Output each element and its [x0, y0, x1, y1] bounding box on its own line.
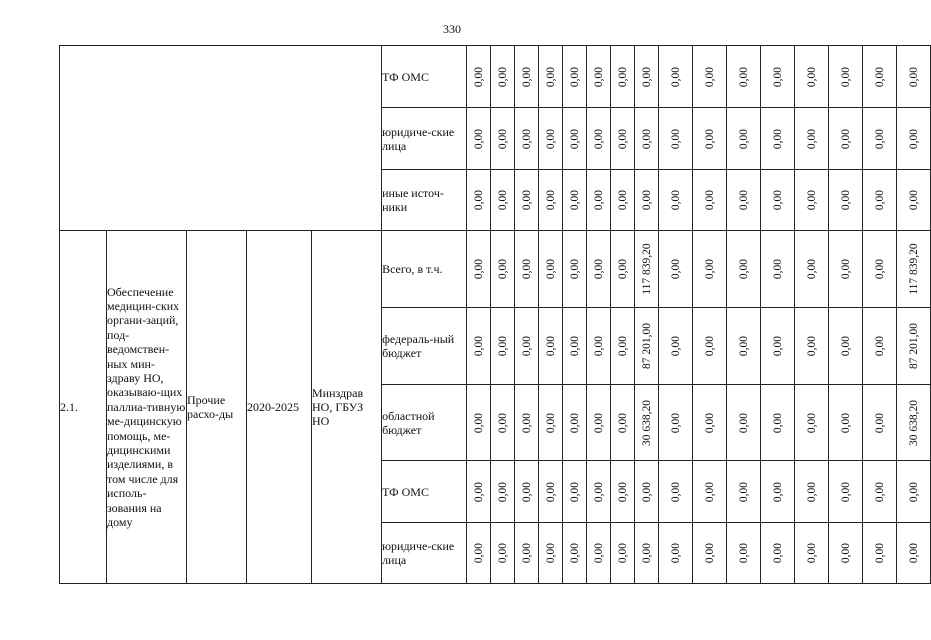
value-text: 0,00 [496, 412, 509, 433]
value-text: 0,00 [640, 128, 653, 149]
value-text: 0,00 [640, 542, 653, 564]
value-cell [635, 461, 659, 523]
value-text: 0,00 [737, 128, 750, 149]
value-text: 0,00 [544, 412, 557, 433]
value-cell [761, 461, 795, 523]
value-cell [539, 308, 563, 385]
value-text: 0,00 [669, 335, 682, 357]
value-cell [863, 46, 897, 108]
value-text: 0,00 [703, 412, 716, 433]
executor: Минздрав НО, ГБУЗ НО [312, 231, 382, 584]
value-text: 0,00 [520, 412, 533, 433]
value-cell [491, 46, 515, 108]
value-cell [897, 308, 931, 385]
value-cell [611, 46, 635, 108]
value-text: 0,00 [805, 189, 818, 211]
value-cell [693, 385, 727, 461]
value-cell [829, 385, 863, 461]
value-cell [491, 108, 515, 170]
value-cell [563, 461, 587, 523]
value-cell [897, 385, 931, 461]
value-cell [727, 46, 761, 108]
value-cell [659, 46, 693, 108]
value-cell [491, 308, 515, 385]
value-text: 0,00 [771, 66, 784, 87]
value-cell [761, 170, 795, 231]
value-text: 0,00 [592, 335, 605, 357]
value-text: 0,00 [496, 481, 509, 502]
value-text: 0,00 [544, 128, 557, 149]
value-text: 0,00 [568, 66, 581, 87]
value-cell [761, 46, 795, 108]
value-text: 0,00 [496, 542, 509, 564]
value-cell [693, 170, 727, 231]
value-text: 0,00 [805, 412, 818, 433]
value-cell [829, 308, 863, 385]
entry-description [107, 231, 187, 584]
value-text: 0,00 [669, 128, 682, 149]
value-text: 0,00 [737, 189, 750, 211]
value-text: 0,00 [771, 412, 784, 433]
value-text: 0,00 [805, 258, 818, 280]
value-text: 0,00 [496, 66, 509, 87]
value-cell [659, 308, 693, 385]
value-cell [515, 385, 539, 461]
value-cell [897, 170, 931, 231]
value-cell [863, 308, 897, 385]
value-text: 0,00 [839, 189, 852, 211]
value-cell [539, 231, 563, 308]
value-text: 0,00 [737, 66, 750, 87]
value-cell [563, 523, 587, 584]
empty-merged-cell [60, 46, 382, 231]
value-cell [587, 108, 611, 170]
value-text: 0,00 [592, 66, 605, 87]
value-cell [539, 46, 563, 108]
value-cell [761, 231, 795, 308]
value-text: 0,00 [703, 189, 716, 211]
value-text: 0,00 [568, 258, 581, 280]
value-cell [635, 231, 659, 308]
value-text: 0,00 [805, 481, 818, 502]
value-cell [587, 46, 611, 108]
value-cell [829, 108, 863, 170]
value-text: 0,00 [616, 258, 629, 280]
value-cell [563, 46, 587, 108]
value-text: 0,00 [907, 66, 920, 87]
value-text: 0,00 [873, 412, 886, 433]
value-text: 0,00 [669, 412, 682, 433]
value-cell [863, 385, 897, 461]
value-text: 0,00 [520, 258, 533, 280]
funding-source: ТФ ОМС [382, 461, 467, 523]
value-cell [727, 308, 761, 385]
value-cell [727, 108, 761, 170]
value-cell [693, 461, 727, 523]
table-row [60, 231, 931, 308]
funding-source: федераль-ный бюджет [382, 308, 467, 385]
value-text: 0,00 [873, 66, 886, 87]
value-text: 0,00 [805, 66, 818, 87]
value-text: 0,00 [568, 189, 581, 211]
value-text: 0,00 [873, 481, 886, 502]
value-cell [761, 308, 795, 385]
funding-source: иные источ-ники [382, 170, 467, 231]
value-text: 0,00 [737, 258, 750, 280]
value-text: 0,00 [703, 66, 716, 87]
value-cell [693, 46, 727, 108]
value-cell [491, 170, 515, 231]
value-text: 0,00 [544, 481, 557, 502]
value-cell [829, 523, 863, 584]
value-text: 0,00 [496, 258, 509, 280]
value-cell [897, 108, 931, 170]
value-cell [563, 231, 587, 308]
value-text: 0,00 [873, 335, 886, 357]
value-text: 0,00 [568, 335, 581, 357]
value-text: 0,00 [873, 258, 886, 280]
value-cell [795, 46, 829, 108]
value-cell [727, 461, 761, 523]
value-text: 0,00 [496, 335, 509, 357]
value-cell [727, 523, 761, 584]
value-cell [693, 108, 727, 170]
value-cell [515, 523, 539, 584]
value-cell [515, 108, 539, 170]
value-cell [863, 170, 897, 231]
value-text: 0,00 [839, 335, 852, 357]
value-text: 0,00 [520, 542, 533, 564]
value-cell [635, 523, 659, 584]
value-cell [693, 308, 727, 385]
value-cell [727, 170, 761, 231]
value-text: 0,00 [669, 189, 682, 211]
value-text: 0,00 [472, 258, 485, 280]
funding-source: областной бюджет [382, 385, 467, 461]
value-cell [587, 461, 611, 523]
value-cell [467, 308, 491, 385]
value-text: 0,00 [592, 481, 605, 502]
value-text: 0,00 [839, 258, 852, 280]
value-text: 0,00 [703, 542, 716, 564]
value-cell [563, 170, 587, 231]
value-cell [693, 231, 727, 308]
value-cell [467, 108, 491, 170]
value-text: 0,00 [873, 189, 886, 211]
value-cell [515, 461, 539, 523]
value-text: 0,00 [703, 128, 716, 149]
value-text: 0,00 [472, 542, 485, 564]
value-cell [515, 170, 539, 231]
value-text: 0,00 [839, 481, 852, 502]
value-cell [563, 108, 587, 170]
value-cell [863, 108, 897, 170]
value-text: 0,00 [592, 542, 605, 564]
value-cell [829, 461, 863, 523]
value-text: 0,00 [544, 258, 557, 280]
value-text: 0,00 [520, 66, 533, 87]
value-text: 0,00 [616, 66, 629, 87]
value-cell [659, 108, 693, 170]
value-text: 117 839,20 [640, 243, 653, 295]
value-cell [491, 523, 515, 584]
value-text: 0,00 [640, 66, 653, 87]
value-cell [659, 170, 693, 231]
value-text: 0,00 [907, 481, 920, 502]
value-text: 0,00 [472, 189, 485, 211]
value-text: 0,00 [805, 128, 818, 149]
funding-source: ТФ ОМС [382, 46, 467, 108]
value-text: 0,00 [873, 128, 886, 149]
value-text: 0,00 [544, 66, 557, 87]
value-cell [795, 170, 829, 231]
value-text: 0,00 [640, 189, 653, 211]
value-text: 0,00 [873, 542, 886, 564]
value-cell [587, 170, 611, 231]
value-cell [611, 523, 635, 584]
value-text: 87 201,00 [640, 323, 653, 369]
value-text: 0,00 [616, 128, 629, 149]
value-text: 0,00 [737, 481, 750, 502]
value-text: 0,00 [568, 481, 581, 502]
value-cell [539, 461, 563, 523]
value-cell [467, 461, 491, 523]
value-cell [491, 461, 515, 523]
value-cell [563, 308, 587, 385]
value-cell [795, 523, 829, 584]
value-text: 0,00 [544, 335, 557, 357]
value-cell [587, 523, 611, 584]
value-cell [761, 108, 795, 170]
value-cell [829, 231, 863, 308]
value-cell [659, 523, 693, 584]
value-text: 0,00 [703, 258, 716, 280]
value-cell [897, 46, 931, 108]
value-cell [467, 170, 491, 231]
value-cell [611, 385, 635, 461]
value-cell [539, 108, 563, 170]
value-text: 0,00 [737, 335, 750, 357]
value-cell [515, 231, 539, 308]
value-cell [587, 231, 611, 308]
value-text: 0,00 [616, 335, 629, 357]
value-cell [611, 170, 635, 231]
value-cell [761, 385, 795, 461]
value-text: 0,00 [472, 128, 485, 149]
value-cell [539, 523, 563, 584]
value-cell [491, 231, 515, 308]
value-text: 0,00 [669, 481, 682, 502]
value-cell [863, 461, 897, 523]
value-cell [795, 461, 829, 523]
value-cell [659, 461, 693, 523]
value-cell [611, 108, 635, 170]
value-text: 117 839,20 [907, 243, 920, 295]
value-cell [467, 385, 491, 461]
value-cell [539, 385, 563, 461]
value-text: 0,00 [669, 66, 682, 87]
value-text: 0,00 [592, 258, 605, 280]
value-text: 0,00 [805, 542, 818, 564]
value-cell [795, 308, 829, 385]
value-text: 0,00 [839, 412, 852, 433]
value-text: 0,00 [839, 66, 852, 87]
value-text: 0,00 [568, 412, 581, 433]
funding-source: юридиче-ские лица [382, 108, 467, 170]
value-text: 0,00 [839, 542, 852, 564]
value-text: 0,00 [592, 189, 605, 211]
value-text: 0,00 [496, 128, 509, 149]
value-text: 0,00 [592, 128, 605, 149]
entry-index: 2.1. [60, 231, 107, 584]
value-cell [563, 385, 587, 461]
value-cell [795, 385, 829, 461]
value-text: 0,00 [568, 128, 581, 149]
value-text: 0,00 [472, 66, 485, 87]
value-text: 0,00 [771, 542, 784, 564]
value-cell [611, 231, 635, 308]
table-row [60, 46, 931, 108]
value-text: 0,00 [907, 542, 920, 564]
value-text: 0,00 [568, 542, 581, 564]
value-text: 0,00 [520, 335, 533, 357]
value-text: 87 201,00 [907, 323, 920, 369]
value-cell [897, 231, 931, 308]
value-cell [587, 385, 611, 461]
value-cell [659, 385, 693, 461]
value-cell [587, 308, 611, 385]
value-text: 0,00 [616, 189, 629, 211]
value-text: 0,00 [737, 412, 750, 433]
period: 2020-2025 [247, 231, 312, 584]
value-text: 0,00 [737, 542, 750, 564]
value-text: 0,00 [544, 542, 557, 564]
value-text: 0,00 [616, 481, 629, 502]
value-text: 0,00 [771, 335, 784, 357]
value-text: 0,00 [805, 335, 818, 357]
value-text: 0,00 [472, 412, 485, 433]
value-cell [635, 170, 659, 231]
value-cell [727, 231, 761, 308]
value-cell [727, 385, 761, 461]
value-text: 30 638,20 [640, 399, 653, 446]
value-text: 0,00 [703, 481, 716, 502]
value-cell [863, 231, 897, 308]
value-cell [491, 385, 515, 461]
value-text: 0,00 [771, 258, 784, 280]
value-text: 0,00 [839, 128, 852, 149]
value-cell [829, 170, 863, 231]
entry-description-text: Обеспечение медицин-ских органи-заций, под-ведомствен-ных мин-здраву НО, оказываю-щих паллиа-тивную ме-дицинскую помощь, ме-дицинскими изделиями, в том числе для исполь-зования на дому [107, 284, 186, 530]
value-text: 0,00 [771, 481, 784, 502]
value-cell [611, 308, 635, 385]
funding-source: Всего, в т.ч. [382, 231, 467, 308]
value-text: 0,00 [907, 128, 920, 149]
funding-source: юридиче-ские лица [382, 523, 467, 584]
value-text: 0,00 [472, 335, 485, 357]
value-cell [693, 523, 727, 584]
value-text: 0,00 [496, 189, 509, 211]
value-text: 0,00 [771, 128, 784, 149]
value-cell [467, 231, 491, 308]
value-text: 0,00 [640, 481, 653, 502]
value-text: 0,00 [616, 412, 629, 433]
value-cell [635, 108, 659, 170]
value-cell [611, 461, 635, 523]
value-cell [659, 231, 693, 308]
page-number: 330 [443, 22, 461, 36]
budget-table [59, 45, 931, 584]
value-cell [761, 523, 795, 584]
value-text: 0,00 [616, 542, 629, 564]
value-cell [515, 46, 539, 108]
value-text: 30 638,20 [907, 399, 920, 446]
value-cell [795, 108, 829, 170]
value-text: 0,00 [520, 481, 533, 502]
value-text: 0,00 [771, 189, 784, 211]
value-text: 0,00 [669, 542, 682, 564]
value-text: 0,00 [544, 189, 557, 211]
value-cell [539, 170, 563, 231]
value-text: 0,00 [472, 481, 485, 502]
value-cell [829, 46, 863, 108]
value-cell [635, 385, 659, 461]
value-cell [467, 46, 491, 108]
value-text: 0,00 [703, 335, 716, 357]
expense-type: Прочие расхо-ды [187, 231, 247, 584]
value-text: 0,00 [520, 189, 533, 211]
value-cell [635, 308, 659, 385]
value-text: 0,00 [520, 128, 533, 149]
value-cell [515, 308, 539, 385]
value-cell [635, 46, 659, 108]
value-text: 0,00 [669, 258, 682, 280]
value-text: 0,00 [592, 412, 605, 433]
value-cell [897, 461, 931, 523]
value-cell [863, 523, 897, 584]
value-text: 0,00 [907, 189, 920, 211]
value-cell [897, 523, 931, 584]
value-cell [795, 231, 829, 308]
value-cell [467, 523, 491, 584]
